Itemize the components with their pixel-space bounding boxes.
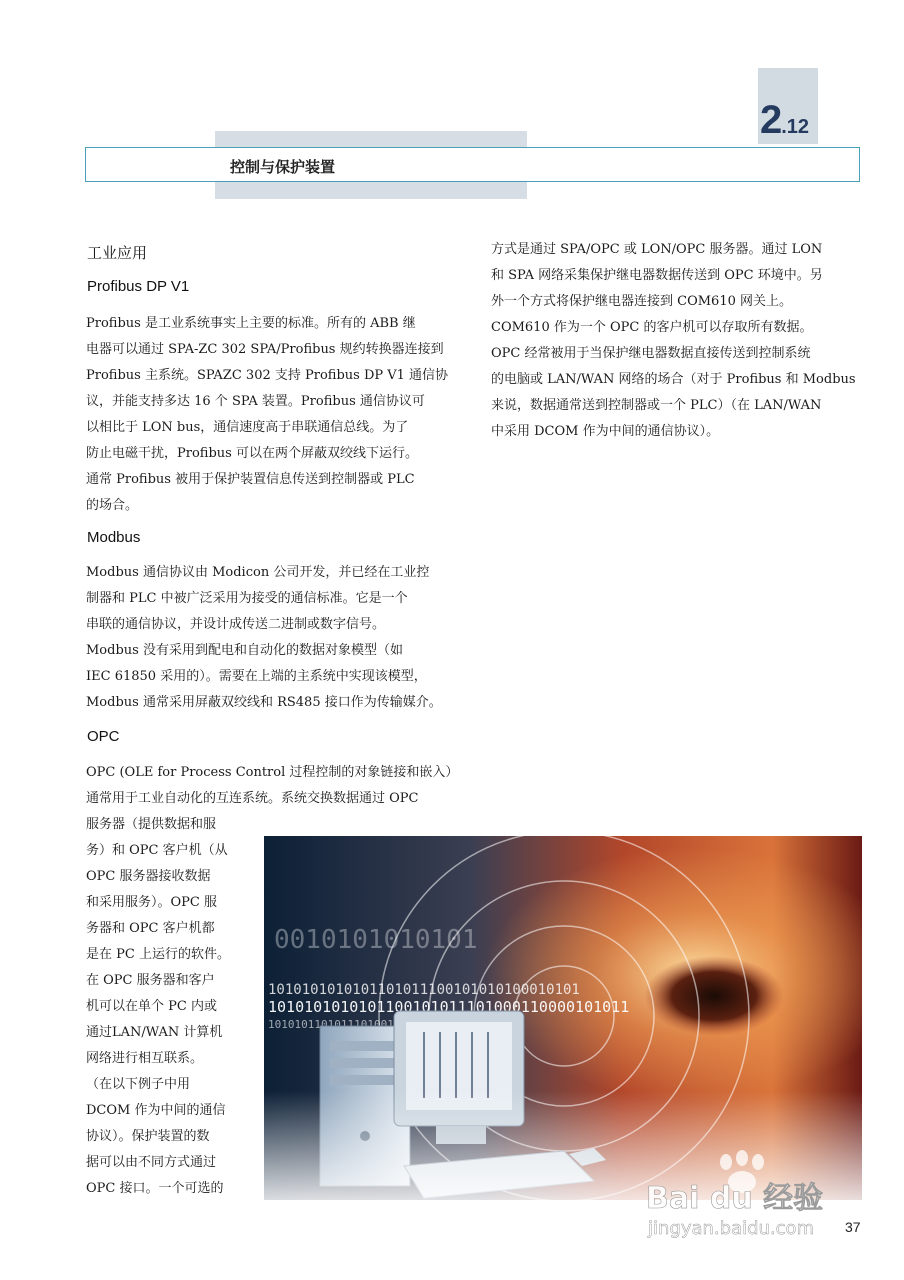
profibus-line: 电器可以通过 SPA-ZC 302 SPA/Profibus 规约转换器连接到 (86, 342, 444, 357)
chapter-number (760, 98, 820, 143)
right-column-line: COM610 作为一个 OPC 的客户机可以存取所有数据。 (491, 320, 813, 335)
modbus-line: IEC 61850 采用的）。需要在上端的主系统中实现该模型， (86, 669, 427, 684)
opc-line: 是在 PC 上运行的软件。 (86, 947, 230, 962)
opc-line: 机可以在单个 PC 内或 (86, 999, 217, 1014)
chapter-number-major: 2 (760, 98, 782, 142)
opc-line: OPC 服务器接收数据 (86, 869, 211, 884)
opc-line: 据可以由不同方式通过 (86, 1155, 217, 1170)
modbus-paragraph (86, 560, 457, 716)
page-number: 37 (845, 1219, 861, 1235)
opc-line: OPC (OLE for Process Control 过程控制的对象链接和嵌入） (86, 765, 459, 780)
profibus-line: 以相比于 LON bus，通信速度高于串联通信总线。为了 (86, 420, 409, 435)
opc-line: （在以下例子中用 (86, 1077, 191, 1092)
right-column-line: 来说，数据通常送到控制器或一个 PLC）（在 LAN/WAN (491, 398, 822, 413)
illustration (264, 836, 862, 1200)
watermark-brand: Bai du 经验 (646, 1181, 824, 1216)
opc-line: 协议）。保护装置的数 (86, 1129, 210, 1144)
profibus-subtitle: Profibus DP V1 (87, 278, 190, 295)
opc-line: OPC 接口。一个可选的 (86, 1181, 224, 1196)
opc-line: 服务器（提供数据和服 (86, 817, 217, 832)
header-bar (85, 147, 860, 182)
profibus-line: Profibus 主系统。SPAZC 302 支持 Profibus DP V1 通信协 (86, 368, 449, 383)
profibus-line: 通常 Profibus 被用于保护装置信息传送到控制器或 PLC (86, 472, 415, 487)
right-column-line: 外一个方式将保护继电器连接到 COM610 网关上。 (491, 294, 792, 309)
illustration-fade (264, 836, 862, 1200)
opc-subtitle: OPC (87, 728, 120, 745)
right-column-paragraph (491, 237, 861, 445)
opc-line: 通过LAN/WAN 计算机 (86, 1025, 223, 1040)
profibus-line: Profibus 是工业系统事实上主要的标准。所有的 ABB 继 (86, 316, 416, 331)
opc-line: 务）和 OPC 客户机（从 (86, 843, 228, 858)
chapter-number-minor: .12 (781, 116, 810, 138)
watermark (644, 1150, 854, 1240)
right-column-line: 中采用 DCOM 作为中间的通信协议）。 (491, 424, 720, 439)
opc-line: 通常用于工业自动化的互连系统。系统交换数据通过 OPC (86, 791, 419, 806)
illustration-graphic (264, 836, 862, 1200)
page-title: 控制与保护装置 (230, 158, 336, 176)
modbus-line: 制器和 PLC 中被广泛采用为接受的通信标准。它是一个 (86, 591, 408, 606)
opc-line: 务器和 OPC 客户机都 (86, 921, 215, 936)
opc-line: DCOM 作为中间的通信 (86, 1103, 226, 1118)
section-title: 工业应用 (87, 244, 148, 262)
right-column-line: 和 SPA 网络采集保护继电器数据传送到 OPC 环境中。另 (491, 268, 823, 283)
modbus-line: Modbus 没有采用到配电和自动化的数据对象模型（如 (86, 643, 403, 658)
opc-line: 网络进行相互联系。 (86, 1051, 204, 1066)
opc-line: 在 OPC 服务器和客户 (86, 973, 215, 988)
opc-paragraph-narrow (86, 812, 244, 1202)
opc-line: 和采用服务）。OPC 服 (86, 895, 217, 910)
modbus-line: Modbus 通信协议由 Modicon 公司开发，并已经在工业控 (86, 565, 430, 580)
profibus-line: 的场合。 (86, 498, 139, 513)
watermark-url: jingyan.baidu.com (648, 1218, 815, 1239)
right-column-line: OPC 经常被用于当保护继电器数据直接传送到控制系统 (491, 346, 811, 361)
watermark-graphic (644, 1150, 854, 1240)
right-column-line: 的电脑或 LAN/WAN 网络的场合（对于 Profibus 和 Modbus (491, 372, 856, 387)
opc-paragraph-wide (86, 760, 457, 812)
modbus-line: 串联的通信协议，并设计成传送二进制或数字信号。 (86, 617, 386, 632)
modbus-line: Modbus 通常采用屏蔽双绞线和 RS485 接口作为传输媒介。 (86, 695, 442, 710)
modbus-subtitle: Modbus (87, 529, 141, 546)
profibus-paragraph (86, 311, 457, 519)
right-column-line: 方式是通过 SPA/OPC 或 LON/OPC 服务器。通过 LON (491, 242, 823, 257)
profibus-line: 防止电磁干扰，Profibus 可以在两个屏蔽双绞线下运行。 (86, 446, 418, 461)
profibus-line: 议，并能支持多达 16 个 SPA 装置。Profibus 通信协议可 (86, 394, 425, 409)
